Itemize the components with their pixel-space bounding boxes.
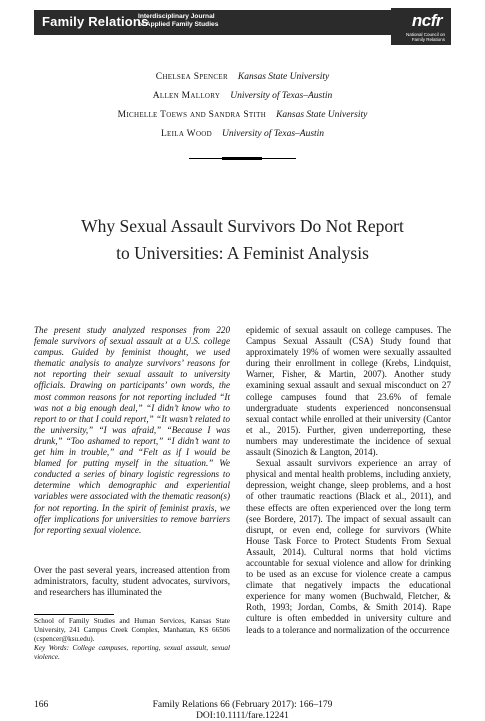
body-right-column: [246, 325, 451, 636]
logo-text: ncfr: [411, 11, 442, 30]
journal-name: Family Relations: [42, 14, 149, 29]
author-line-2: [0, 91, 485, 101]
author-name: Michelle Toews and Sandra Stith: [117, 110, 267, 120]
author-line-1: [0, 72, 485, 82]
footnote-address: School of Family Studies and Human Services, Kansas State University, 241 Campus Creek Complex, Manhattan, KS 66506 (cspencer@ksu.edu).: [34, 617, 230, 643]
doi: DOI:10.1111/fare.12241: [196, 711, 289, 721]
journal-citation: Family Relations 66 (February 2017): 166–179: [152, 700, 333, 710]
journal-header-bar: [34, 10, 451, 42]
logo-tagline-line-1: National Council on: [405, 32, 445, 37]
author-line-3: [0, 110, 485, 120]
author-affiliation: Kansas State University: [276, 110, 368, 120]
author-name: Leila Wood: [160, 129, 213, 139]
divider-rule-accent: [222, 157, 262, 160]
author-affiliation: Kansas State University: [237, 72, 330, 82]
author-name: Allen Mallory: [152, 91, 221, 101]
body-paragraph: Over the past several years, increased attention from administrators, faculty, student advocates, survivors, and researchers has illuminated the: [34, 565, 230, 598]
footnote-rule: [34, 614, 114, 615]
author-affiliation: University of Texas–Austin: [230, 91, 333, 101]
abstract: [34, 325, 230, 536]
journal-subtitle-line-1: Interdisciplinary Journal: [138, 13, 215, 20]
footnote-keywords: Key Words: College campuses, reporting, sexual assault, sexual violence.: [34, 644, 230, 661]
body-left-column: [34, 565, 230, 598]
body-paragraph: Sexual assault survivors experience an array of physical and mental health problems, including anxiety, depression, weight change, sleep problems, and a host of other traumatic reactions (Black et al., 2011), and these effects are often experienced over the long term (see Bordere, 2017). The impact of sexual assault can disrupt, or even end, college for survivors (White House Task Force to Protect Students From Sexual Assault, 2014). Cultural norms that hold victims accountable for sexual violence and allow for drinking to be used as an excuse for violence create a campus climate that negatively impacts the educational experience for many women (Buchwald, Fletcher, & Roth, 1993; Jordan, Combs, & Smith 2014). Rape culture is often embedded in university culture and leads to a tolerance and normalization of the occurrence: [246, 458, 451, 635]
logo-tagline: [397, 32, 445, 42]
article-title-line-2: to Universities: A Feminist Analysis: [116, 243, 369, 263]
journal-subtitle-line-2: of Applied Family Studies: [138, 21, 219, 28]
author-affiliation: University of Texas–Austin: [222, 129, 325, 139]
ncfr-logo: [391, 8, 451, 45]
footnote: [34, 617, 230, 662]
body-paragraph: epidemic of sexual assault on college campuses. The Campus Sexual Assault (CSA) Study found that approximately 19% of women were sexually assaulted during their enrollment in college (Krebs, Lindquist, Warner, Fisher, & Martin, 2007). Another study examining sexual assault and sexual misconduct on 27 college campuses found that 23.6% of female undergraduate students experienced nonconsensual sexual contact while enrolled at their university (Cantor et al., 2015). Further, given underreporting, these numbers may underestimate the incidence of sexual assault (Sinozich & Langton, 2014).: [246, 325, 451, 458]
article-title-line-1: Why Sexual Assault Survivors Do Not Report: [81, 216, 404, 236]
author-name: Chelsea Spencer: [155, 72, 228, 82]
author-line-4: [0, 129, 485, 139]
logo-tagline-line-2: Family Relations: [411, 37, 445, 42]
journal-subtitle: [138, 13, 218, 29]
abstract-text: The present study analyzed responses from 220 female survivors of sexual assault at a U.S. college campus. Guided by feminist thought, we used thematic analysis to analyze survivors’ reasons for not reporting their sexual assault to university officials. Drawing on participants’ own words, the most common reasons for not reporting included “It was not a big enough deal,” “I didn’t know who to report to or that I could report,” “It wasn’t related to the university,” “I was afraid,” “Because I was drunk,” “Too ashamed to report,” “I didn’t want to get him in trouble,” and “Felt as if I would be blamed for putting myself in the situation.” We conducted a series of binary logistic regressions to determine which demographic and experiential variables were associated with the thematic reason(s) for not reporting. In the spirit of feminist praxis, we offer implications for universities to remove barriers for reporting sexual violence.: [34, 325, 230, 535]
page-number: 166: [34, 700, 49, 710]
